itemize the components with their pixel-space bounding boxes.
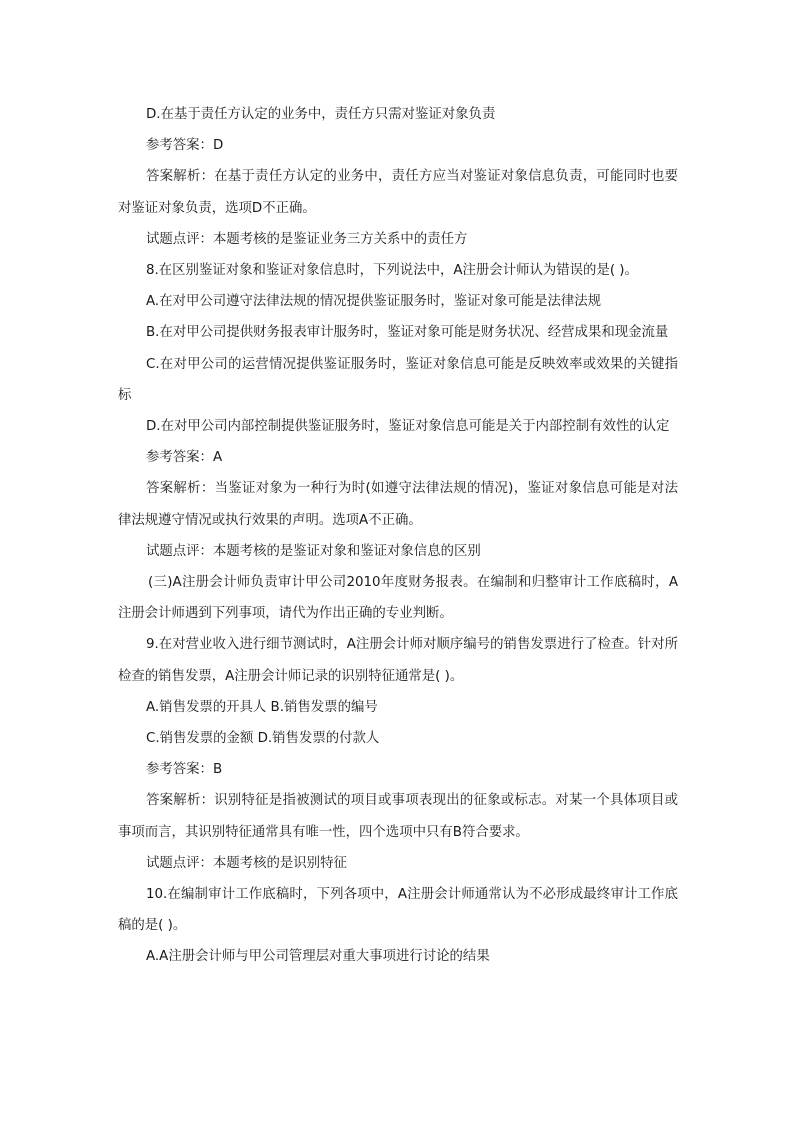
paragraph-option-d-q8: D.在对甲公司内部控制提供鉴证服务时，鉴证对象信息可能是关于内部控制有效性的认定	[146, 419, 670, 435]
paragraph-option-d-q7: D.在基于责任方认定的业务中，责任方只需对鉴证对象负责	[146, 107, 496, 122]
paragraph-analysis-q8: 答案解析：当鉴证对象为一种行为时(如遵守法律法规的情况)，鉴证对象信息可能是对法律法规遵守情况或执行效果的声明。选项A不正确。	[118, 481, 678, 528]
paragraph-comment-q7: 试题点评：本题考核的是鉴证业务三方关系中的责任方	[146, 231, 468, 247]
paragraph-options-ab-q9: A.销售发票的开具人 B.销售发票的编号	[146, 699, 378, 715]
paragraph-question-9: 9.在对营业收入进行细节测试时，A注册会计师对顺序编号的销售发票进行了检查。针对所检查的销售发票，A注册会计师记录的识别特征通常是( )。	[118, 637, 678, 684]
paragraph-comment-q9: 试题点评：本题考核的是识别特征	[146, 855, 347, 871]
paragraph-analysis-q9: 答案解析：识别特征是指被测试的项目或事项表现出的征象或标志。对某一个具体项目或事项而言，其识别特征通常具有唯一性，四个选项中只有B符合要求。	[118, 793, 678, 840]
paragraph-options-cd-q9: C.销售发票的金额 D.销售发票的付款人	[146, 731, 380, 747]
paragraph-section-intro: (三)A注册会计师负责审计甲公司2010年度财务报表。在编制和归整审计工作底稿时，A注册会计师遇到下列事项，请代为作出正确的专业判断。	[118, 575, 678, 622]
paragraph-answer-q8: 参考答案：A	[146, 450, 223, 466]
paragraph-option-a-q8: A.在对甲公司遵守法律法规的情况提供鉴证服务时，鉴证对象可能是法律法规	[146, 294, 602, 310]
paragraph-answer-q7: 参考答案：D	[146, 138, 224, 154]
paragraph-question-10: 10.在编制审计工作底稿时，下列各项中，A注册会计师通常认为不必形成最终审计工作底稿的是( )。	[118, 887, 678, 934]
paragraph-option-a-q10: A.A注册会计师与甲公司管理层对重大事项进行讨论的结果	[146, 949, 490, 965]
paragraph-option-b-q8: B.在对甲公司提供财务报表审计服务时，鉴证对象可能是财务状况、经营成果和现金流量	[146, 325, 669, 341]
paragraph-comment-q8: 试题点评：本题考核的是鉴证对象和鉴证对象信息的区别	[146, 543, 481, 559]
paragraph-option-c-q8: C.在对甲公司的运营情况提供鉴证服务时，鉴证对象信息可能是反映效率或效果的关键指标	[118, 356, 678, 403]
paragraph-analysis-q7: 答案解析：在基于责任方认定的业务中，责任方应当对鉴证对象信息负责，可能同时也要对鉴证对象负责，选项D不正确。	[118, 169, 678, 216]
paragraph-answer-q9: 参考答案：B	[146, 762, 223, 778]
document-body	[118, 99, 678, 973]
paragraph-question-8: 8.在区别鉴证对象和鉴证对象信息时，下列说法中，A注册会计师认为错误的是( )。	[146, 263, 638, 279]
